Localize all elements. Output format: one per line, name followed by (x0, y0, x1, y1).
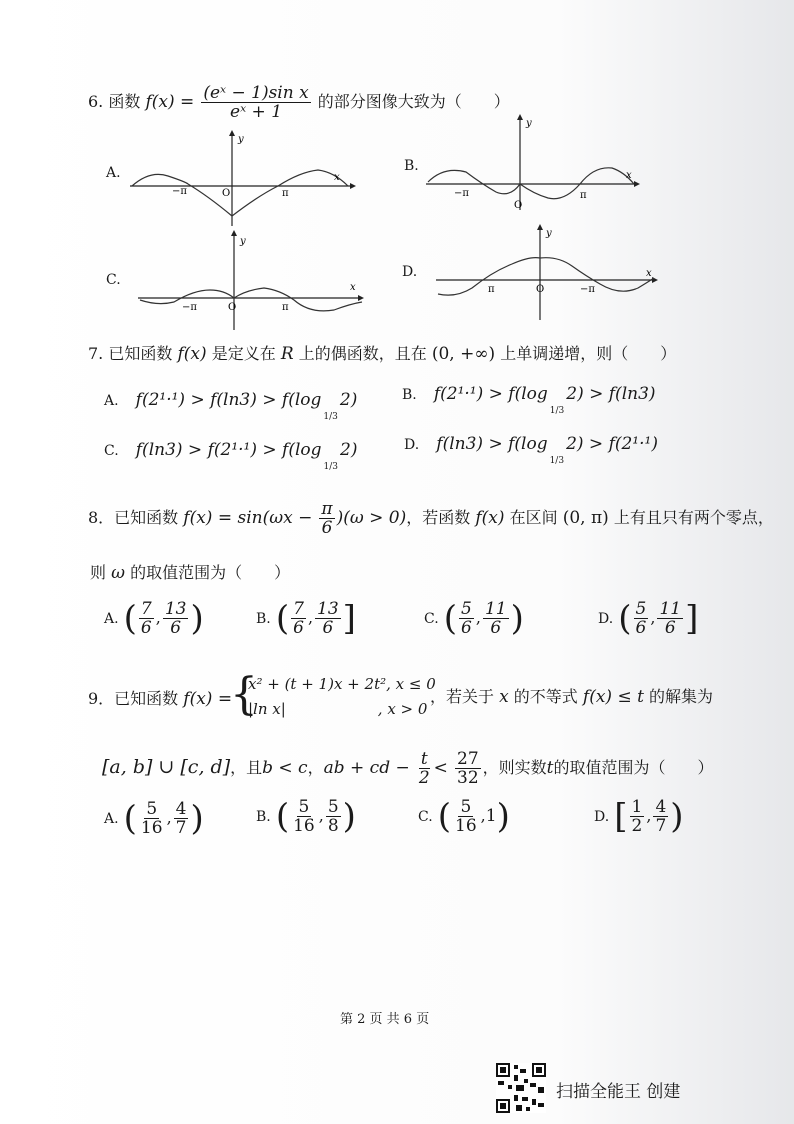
q9-brace: { (230, 669, 258, 720)
x-axis-arrow (652, 277, 658, 283)
q9-option-a-lparen: ( (123, 798, 137, 839)
q9-stem-a (88, 688, 232, 710)
y-label: y (240, 236, 246, 247)
q6-option-c-label: C. (106, 272, 121, 288)
q9-stem-d: 的解集为 (649, 687, 714, 706)
q7-option-a-tail: 2) (339, 390, 358, 410)
x-axis-arrow (634, 181, 640, 187)
q7-option-b-text: f(2¹·¹) > f(log (433, 384, 548, 404)
q9-ineq: f(x) ≤ t (582, 687, 644, 707)
q8-option-c-rparen: ) (510, 598, 524, 639)
q8-func: f(x) = sin(ωx − (183, 508, 313, 528)
q7-stem-b: 是定义在 (211, 344, 276, 363)
q8-c-n1: 5 (461, 599, 472, 619)
qr-code-icon (496, 1063, 546, 1113)
q8-b-d2: 6 (322, 618, 334, 638)
q8-a-n2: 13 (164, 599, 187, 619)
q9-b-lt-c: b < c (262, 758, 308, 778)
x-label: x (646, 268, 652, 279)
q8-b-n1: 7 (293, 599, 304, 619)
q8-pi: π (321, 499, 333, 519)
q9-option-d: D. [ $\frac{1}{2}$ , $\frac{4}{7}$ ) (594, 796, 684, 837)
neg-pi-tick: −π (172, 186, 187, 197)
y-label: y (546, 228, 552, 239)
q9-option-a-label: A. (104, 811, 119, 827)
q9-option-c-label: C. (418, 809, 433, 825)
q6-curve-a (132, 170, 348, 216)
q7-option-a-text: f(2¹·¹) > f(ln3) > f(log (135, 390, 322, 410)
pi-tick-left: π (488, 284, 495, 295)
q9-option-a: A. ( $\frac{5}{16}$ , $\frac{4}{7}$ ) (104, 798, 204, 839)
q9-line2-c: 的取值范围为（ ） (553, 758, 714, 777)
q6-denominator: eˣ + 1 (230, 102, 283, 122)
q9-case2 (248, 700, 427, 718)
q8-b-n2: 13 (317, 599, 339, 619)
q9-b-d2: 8 (327, 816, 339, 836)
q8-line2-b: 的取值范围为（ ） (130, 563, 291, 582)
q8-d-n1: 5 (635, 599, 647, 619)
q6-numerator: (eˣ − 1)sin x (203, 83, 309, 103)
q6-graph-c (134, 228, 366, 332)
q6-stem-post: 的部分图像大致为（ ） (317, 92, 510, 111)
neg-pi-tick: −π (182, 302, 197, 313)
q6-fraction (201, 84, 310, 121)
q9-32: 32 (457, 768, 479, 788)
watermark-text: 扫描全能王 创建 (556, 1082, 681, 1102)
q6-option-d-label: D. (402, 264, 418, 280)
q8-a-n1: 7 (140, 599, 152, 619)
q7-option-b-label: B. (402, 387, 417, 403)
q9-lt: < (433, 758, 448, 778)
q9-stem-c: 的不等式 (513, 687, 578, 706)
q9-27: 27 (457, 749, 479, 769)
q6-stem-pre: 函数 (108, 92, 141, 111)
q9-option-d-label: D. (594, 809, 610, 825)
pi-tick: π (580, 190, 587, 201)
q9-comma: ， (307, 758, 324, 777)
q9-d-n2: 4 (655, 797, 667, 817)
q9-option-c: C. ( $\frac{5}{16}$ ,1) (418, 796, 510, 837)
q9-stem-label: 9．已知函数 (88, 689, 179, 708)
q8-option-b: B. ( $\frac{7}{6}$ , $\frac{13}{6}$ ] (256, 598, 356, 639)
q8-a-d2: 6 (170, 618, 182, 638)
q8-stem (88, 500, 774, 537)
q7-option-a-label: A. (104, 393, 119, 409)
origin-label: O (536, 284, 545, 295)
neg-pi-tick: −π (454, 188, 469, 199)
q7-option-d-label: D. (404, 437, 420, 453)
y-label: y (526, 118, 532, 129)
q6-func: f(x) = (145, 92, 195, 112)
q8-c-d2: 6 (490, 618, 502, 638)
q9-t-num: t (420, 749, 428, 769)
q9-stem-b-text: ，若关于 (430, 687, 495, 706)
q8-c-n2: 11 (484, 599, 507, 619)
q9-case2-cond: , x > 0 (377, 700, 428, 718)
q8-line2 (90, 562, 290, 584)
q8-pi-over-6 (319, 500, 334, 537)
pi-tick: π (282, 302, 289, 313)
q9-line2-b: ，则实数 (482, 758, 547, 777)
q8-option-b-label: B. (256, 611, 271, 627)
q9-line2-a: ，且 (230, 758, 263, 777)
q8-d-d1: 6 (635, 618, 647, 638)
y-axis-arrow (517, 114, 523, 120)
q7-option-c-text: f(ln3) > f(2¹·¹) > f(log (135, 440, 322, 460)
q7-option-b (402, 384, 656, 416)
q8-option-a-lparen: ( (123, 598, 137, 639)
q7-option-b-tail: 2) > f(ln3) (566, 384, 656, 404)
q8-stem-a: 8．已知函数 (88, 508, 179, 527)
q9-a-n1: 5 (146, 799, 158, 819)
origin-label: O (228, 302, 237, 313)
q8-option-c-label: C. (424, 611, 439, 627)
q9-c-d1: 16 (455, 816, 477, 836)
q9-d-d1: 2 (631, 816, 643, 836)
q9-option-a-rparen: ) (190, 798, 204, 839)
q9-case1: x² + (t + 1)x + 2t², x ≤ 0 (248, 675, 436, 693)
x-axis-arrow (358, 295, 364, 301)
q7-option-a (104, 390, 357, 422)
q6-graph-d (432, 222, 664, 322)
x-label: x (626, 170, 632, 181)
q9-b-n2: 5 (327, 797, 339, 817)
q8-omega: ω (111, 563, 125, 583)
q7-option-c-label: C. (104, 443, 119, 459)
q7-option-d (404, 434, 658, 466)
q7-option-a-base: 1/3 (323, 412, 338, 422)
q9-option-b: B. ( $\frac{5}{16}$ , $\frac{5}{8}$ ) (256, 796, 356, 837)
q8-option-d-rbracket: ] (685, 598, 699, 639)
q7-fx: f(x) (177, 344, 207, 364)
pi-tick: π (282, 188, 289, 199)
q8-c-d1: 6 (461, 618, 472, 638)
q9-option-c-lparen: ( (437, 796, 452, 837)
x-label: x (350, 282, 356, 293)
q7-option-d-base: 1/3 (549, 456, 565, 466)
q9-stem-b (430, 686, 713, 708)
q7-stem-d: 上单调递增，则（ ） (500, 344, 677, 363)
q7-option-d-tail: 2) > f(2¹·¹) (566, 434, 658, 454)
q7-stem (88, 343, 676, 365)
q7-stem-a: 7. 已知函数 (88, 344, 173, 363)
y-axis-arrow (231, 230, 237, 236)
x-axis-arrow (350, 183, 356, 189)
q9-two: 2 (418, 768, 430, 788)
q8-b-d1: 6 (293, 618, 304, 638)
q8-d-n2: 11 (659, 599, 682, 619)
q9-x: x (499, 687, 509, 707)
q9-c-n1: 5 (460, 797, 472, 817)
q8-option-d-lparen: ( (618, 598, 632, 639)
q7-option-c-tail: 2) (340, 440, 358, 460)
q7-interval: (0, +∞) (431, 344, 496, 364)
q8-option-c: C. ( $\frac{5}{6}$ , $\frac{11}{6}$ ) (424, 598, 524, 639)
q9-a-d1: 16 (140, 818, 163, 838)
q9-d-n1: 1 (631, 797, 643, 817)
q6-curve-c (140, 288, 362, 311)
q9-option-b-label: B. (256, 809, 271, 825)
q9-option-b-rparen: ) (342, 796, 356, 837)
q9-a-d2: 7 (175, 818, 187, 838)
q7-R: R (280, 344, 294, 364)
y-axis-arrow (229, 130, 235, 136)
q9-c-one: 1 (485, 806, 497, 826)
q8-option-d: D. ( $\frac{5}{6}$ , $\frac{11}{6}$ ] (598, 598, 699, 639)
q9-option-c-rparen: ) (496, 796, 510, 837)
q7-option-c-base: 1/3 (323, 462, 338, 472)
q7-option-b-base: 1/3 (549, 406, 565, 416)
q9-option-b-lparen: ( (275, 796, 290, 837)
q8-stem-b: ，若函数 (406, 508, 471, 527)
q6-graph-a (128, 128, 358, 228)
q9-d-d2: 7 (655, 816, 667, 836)
q8-option-c-lparen: ( (443, 598, 458, 639)
q9-b-d1: 16 (293, 816, 315, 836)
q7-option-d-text: f(ln3) > f(log (436, 434, 548, 454)
q8-option-b-rbracket: ] (342, 598, 356, 639)
q9-option-d-lbracket: [ (614, 796, 628, 837)
neg-pi-tick-right: −π (580, 284, 595, 295)
q8-interval: (0, π) (562, 508, 609, 528)
q9-option-d-rparen: ) (670, 796, 684, 837)
q8-option-a-label: A. (104, 611, 119, 627)
y-label: y (238, 134, 244, 145)
q8-option-a-rparen: ) (190, 598, 204, 639)
q8-line2-a: 则 (90, 563, 107, 582)
x-label: x (334, 172, 340, 183)
q8-six: 6 (321, 518, 333, 538)
q8-cond: )(ω > 0) (336, 508, 407, 528)
q8-option-a: A. ( $\frac{7}{6}$ , $\frac{13}{6}$ ) (104, 598, 204, 639)
y-axis-arrow (537, 224, 543, 230)
origin-label: O (514, 200, 523, 211)
q6-option-b-label: B. (404, 158, 419, 174)
q9-solution-set: [a, b] ∪ [c, d] (102, 756, 231, 778)
q8-option-b-lparen: ( (275, 598, 290, 639)
q9-expr: ab + cd − (323, 758, 410, 778)
q8-option-d-label: D. (598, 611, 614, 627)
q6-curve-d (438, 258, 654, 296)
origin-label: O (222, 188, 231, 199)
q8-stem-d: 上有且只有两个零点， (613, 508, 774, 527)
q8-fx: f(x) (475, 508, 505, 528)
q9-t: t (546, 758, 554, 778)
q7-option-c (104, 440, 357, 472)
q8-d-d2: 6 (664, 618, 676, 638)
q9-func: f(x) = (183, 689, 233, 709)
q6-option-a-label: A. (106, 165, 121, 181)
q6-graph-b (424, 112, 644, 212)
q9-case2-expr: |ln x| (248, 700, 286, 718)
q8-a-d1: 6 (140, 618, 152, 638)
q9-b-n1: 5 (298, 797, 310, 817)
q6-number: 6. (88, 92, 104, 111)
page-footer: 第 2 页 共 6 页 (340, 1012, 430, 1027)
q9-line2 (102, 750, 714, 787)
q7-stem-c: 上的偶函数，且在 (298, 344, 427, 363)
q9-a-n2: 4 (175, 799, 187, 819)
q8-stem-c: 在区间 (509, 508, 558, 527)
